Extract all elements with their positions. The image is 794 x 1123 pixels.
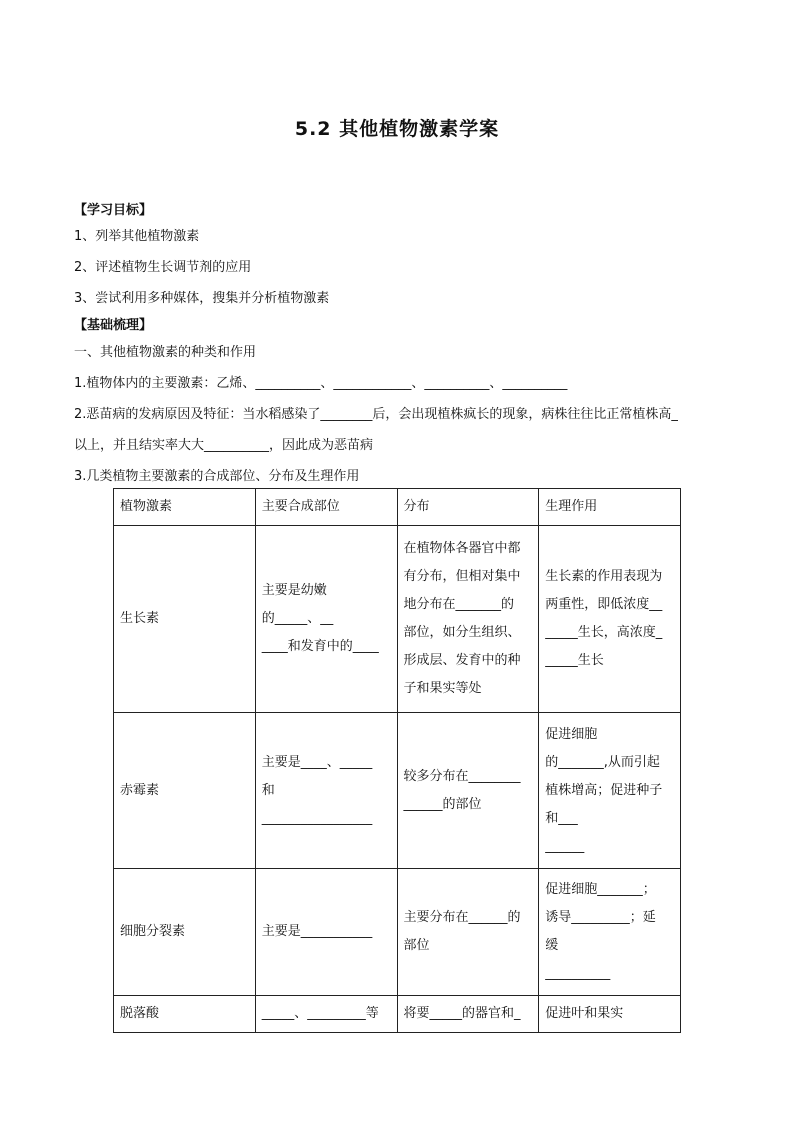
- table-header: 植物激素: [114, 489, 256, 526]
- hormone-name: 脱落酸: [114, 996, 256, 1033]
- cell-line: 诱导_________；延: [545, 910, 656, 925]
- cell-line: 促进细胞: [545, 726, 598, 742]
- function-cell: [539, 526, 681, 713]
- cell-line: 有分布，但相对集中: [403, 569, 521, 584]
- table-row: [114, 713, 681, 869]
- basics-heading: 【基础梳理】: [74, 318, 153, 333]
- cell-line: 和___: [545, 810, 578, 826]
- distribution-cell: [397, 996, 539, 1033]
- objective-item-1: 1、列举其他植物激素: [74, 229, 200, 244]
- question-3: 3.几类植物主要激素的合成部位、分布及生理作用: [74, 469, 360, 484]
- distribution-cell: [397, 713, 539, 869]
- hormone-table: [113, 488, 681, 1033]
- cell-line: 较多分布在________: [403, 768, 521, 784]
- cell-line: 生长素的作用表现为: [545, 569, 663, 584]
- page-title: 5.2 其他植物激素学案: [294, 118, 500, 140]
- cell-line: __________: [545, 966, 611, 981]
- table-header: 分布: [397, 489, 539, 526]
- synthesis-site-cell: [255, 869, 397, 996]
- synthesis-site-cell: [255, 713, 397, 869]
- question-2-line-2: 以上，并且结实率大大__________，因此成为恶苗病: [74, 438, 374, 453]
- cell-line: _____生长: [545, 653, 604, 668]
- cell-line: ____和发育中的____: [261, 639, 379, 654]
- cell-line: 主要是___________: [261, 924, 373, 939]
- cell-line: _____生长，高浓度_: [545, 625, 663, 640]
- table-row: [114, 869, 681, 996]
- cell-line: 部位: [403, 938, 430, 953]
- cell-line: _____、_________等: [261, 1006, 379, 1021]
- cell-line: 两重性，即低浓度__: [545, 597, 663, 612]
- cell-line: 主要是____、_____: [261, 754, 373, 770]
- question-1: 1.植物体内的主要激素：乙烯、__________、____________、__________、__________: [74, 376, 568, 391]
- cell-line: 将要_____的器官和_: [403, 1006, 521, 1021]
- cell-line: 缓: [545, 938, 559, 953]
- distribution-cell: [397, 869, 539, 996]
- function-cell: [539, 996, 681, 1033]
- objective-item-3: 3、尝试利用多种媒体，搜集并分析植物激素: [74, 291, 330, 306]
- cell-line: 主要是幼嫩: [261, 583, 327, 598]
- table-row: [114, 996, 681, 1033]
- distribution-cell: [397, 526, 539, 713]
- cell-line: 促进细胞_______；: [545, 882, 656, 897]
- cell-line: 植株增高；促进种子: [545, 782, 663, 798]
- function-cell: [539, 869, 681, 996]
- table-header: 主要合成部位: [255, 489, 397, 526]
- cell-line: 和: [261, 782, 275, 798]
- table-row: [114, 526, 681, 713]
- function-cell: [539, 713, 681, 869]
- hormone-name: 生长素: [114, 526, 256, 713]
- synthesis-site-cell: [255, 996, 397, 1033]
- part1-heading: 一、其他植物激素的种类和作用: [74, 345, 257, 360]
- cell-line: 在植物体各器官中都: [403, 541, 521, 556]
- cell-line: 促进叶和果实: [545, 1006, 624, 1021]
- table-header: 生理作用: [539, 489, 681, 526]
- cell-line: ______: [545, 838, 585, 854]
- cell-line: 地分布在_______的: [403, 597, 515, 612]
- cell-line: _________________: [261, 810, 373, 826]
- cell-line: 主要分布在______的: [403, 910, 521, 925]
- cell-line: 形成层、发育中的种: [403, 653, 521, 668]
- objective-item-2: 2、评述植物生长调节剂的应用: [74, 260, 252, 275]
- hormone-name: 细胞分裂素: [114, 869, 256, 996]
- synthesis-site-cell: [255, 526, 397, 713]
- cell-line: 子和果实等处: [403, 681, 482, 696]
- cell-line: 部位，如分生组织、: [403, 625, 521, 640]
- question-2-line-1: 2.恶苗病的发病原因及特征：当水稻感染了________后，会出现植株疯长的现象，病株往往比正常植株高_: [74, 407, 678, 422]
- table-header-row: [114, 489, 681, 526]
- cell-line: ______的部位: [403, 796, 482, 812]
- cell-line: 的_____、__: [261, 611, 334, 626]
- objectives-heading: 【学习目标】: [74, 203, 153, 218]
- hormone-name: 赤霉素: [114, 713, 256, 869]
- cell-line: 的_______,从而引起: [545, 754, 660, 770]
